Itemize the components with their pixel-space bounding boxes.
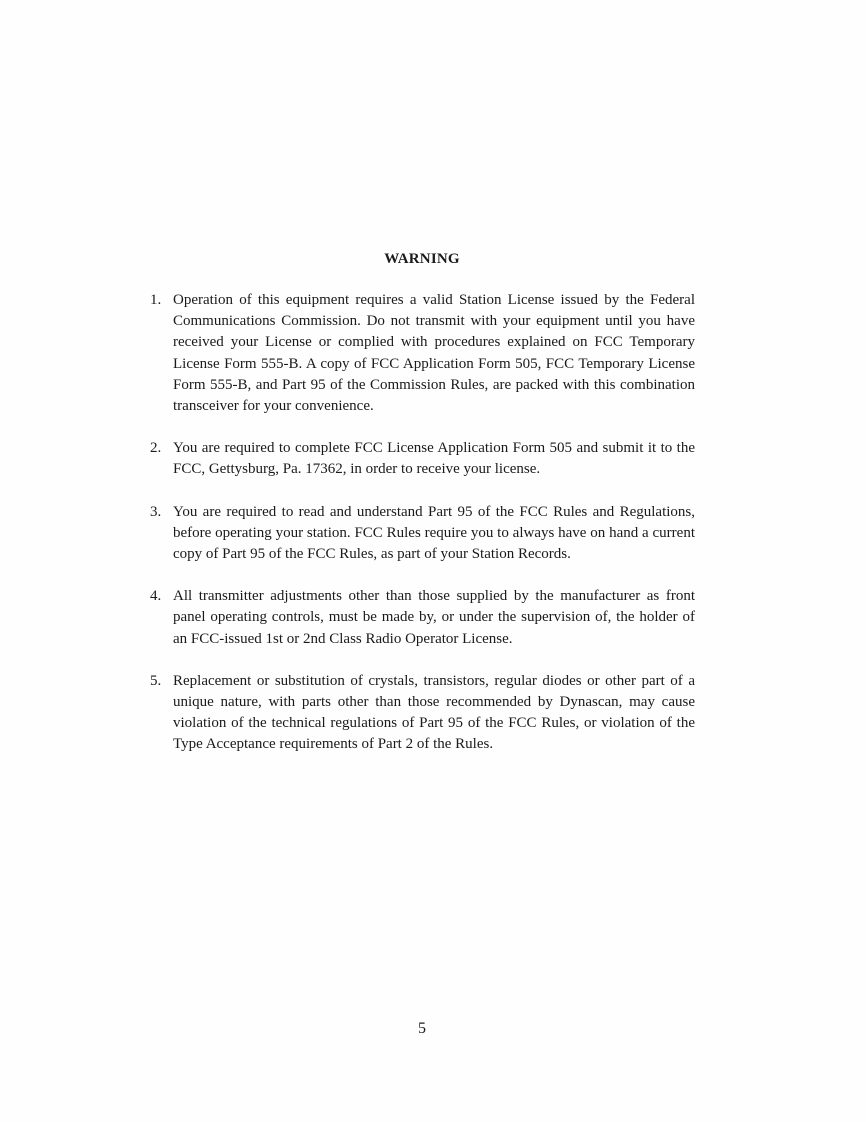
item-number: 5. [150,672,162,689]
page-number: 5 [418,1020,426,1037]
list-item [150,290,695,417]
warning-list [150,290,695,777]
page-title: WARNING [384,251,460,267]
list-item [150,438,695,480]
list-item [150,586,695,650]
item-number: 3. [150,503,162,520]
list-item [150,671,695,756]
item-number: 4. [150,588,162,605]
item-text: All transmitter adjustments other than those supplied by the manufacturer as front panel operating controls, must be made by, or under the supervision of, the holder of an FCC-issued 1st or 2nd Class Radio Operator License. [173,588,695,647]
item-text: You are required to complete FCC License Application Form 505 and submit it to the FCC, Gettysburg, Pa. 17362, in order to receive your license. [173,440,695,478]
item-text: Replacement or substitution of crystals, transistors, regular diodes or other part of a unique nature, with parts other than those recommended by Dynascan, may cause violation of the technical regulations of Part 95 of the FCC Rules, or violation of the Type Acceptance requirements of Part 2 of the Rules. [173,672,695,753]
list-item [150,502,695,566]
item-number: 2. [150,440,162,457]
item-number: 1. [150,292,162,308]
item-text: You are required to read and understand Part 95 of the FCC Rules and Regulations, before operating your station. FCC Rules require you to always have on hand a current copy of Part 95 of the FCC Rules, as part of your Station Records. [173,503,695,563]
item-text: Operation of this equipment requires a valid Station License issued by the Federal Communications Commission. Do not transmit with your equipment until you have received your License or complied with procedures explained on FCC Temporary License Form 555-B. A copy of FCC Application Form 505, FCC Temporary License Form 555-B, and Part 95 of the Commission Rules, are packed with this combination transceiver for your convenience. [173,292,695,415]
